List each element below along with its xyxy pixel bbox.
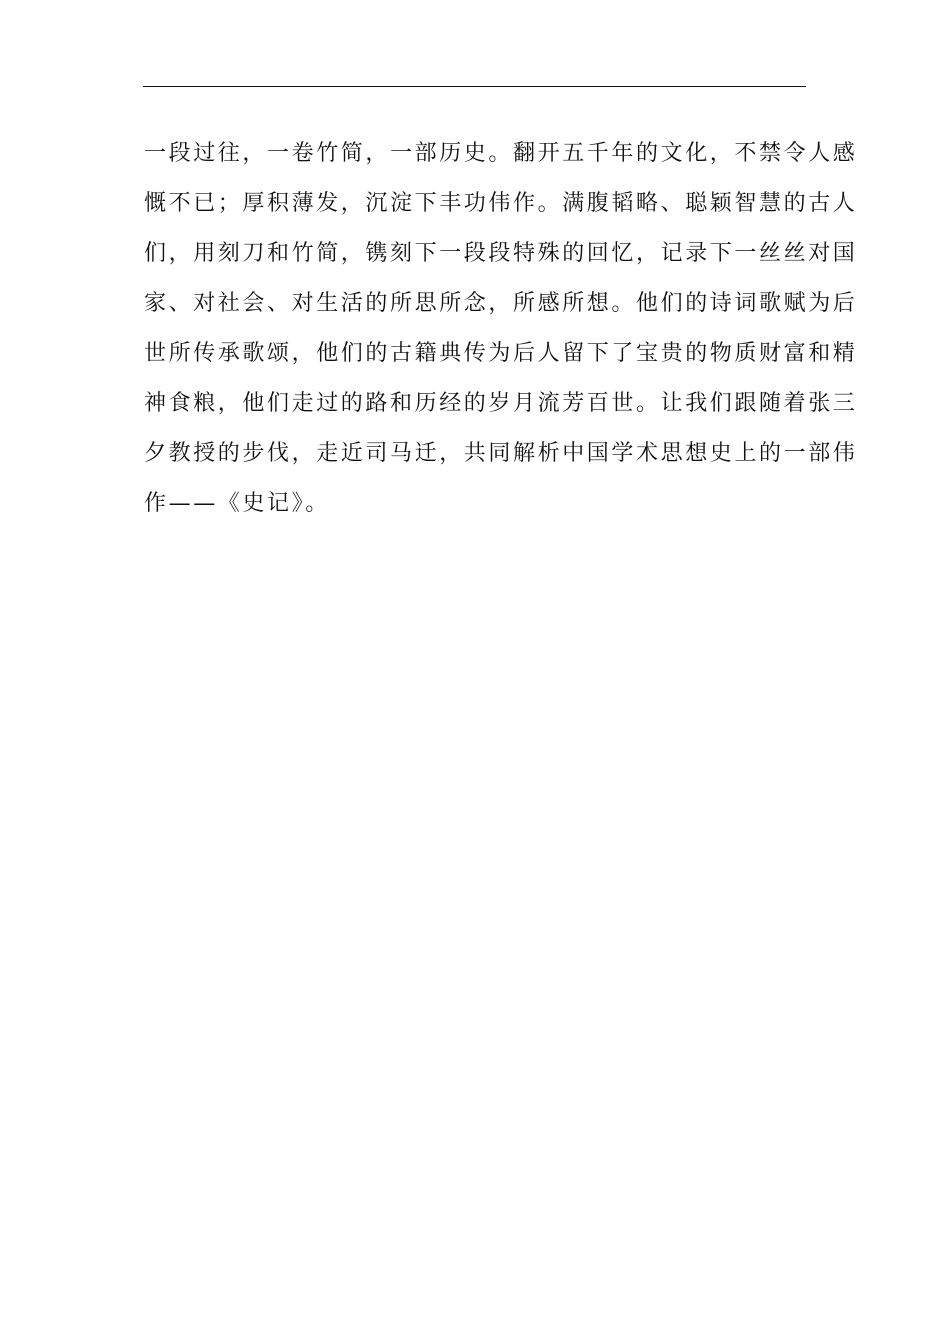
header-rule bbox=[143, 86, 806, 87]
body-paragraph bbox=[144, 129, 858, 529]
paragraph-line-5: 世所传承歌颂，他们的古籍典传为后人留下了宝贵的物质财富和精 bbox=[144, 341, 858, 366]
paragraph-line-2: 慨不已；厚积薄发，沉淀下丰功伟作。满腹韬略、聪颖智慧的古人 bbox=[144, 191, 858, 216]
paragraph-line-7: 夕教授的步伐，走近司马迁，共同解析中国学术思想史上的一部伟 bbox=[144, 441, 858, 466]
paragraph-line-3: 们，用刻刀和竹简，镌刻下一段段特殊的回忆，记录下一丝丝对国 bbox=[144, 241, 858, 266]
paragraph-line-6: 神食粮，他们走过的路和历经的岁月流芳百世。让我们跟随着张三 bbox=[144, 391, 858, 416]
paragraph-line-8: 作——《史记》。 bbox=[144, 491, 330, 516]
paragraph-line-1: 一段过往，一卷竹简，一部历史。翻开五千年的文化，不禁令人感 bbox=[144, 141, 858, 166]
paragraph-line-4: 家、对社会、对生活的所思所念，所感所想。他们的诗词歌赋为后 bbox=[144, 291, 858, 316]
